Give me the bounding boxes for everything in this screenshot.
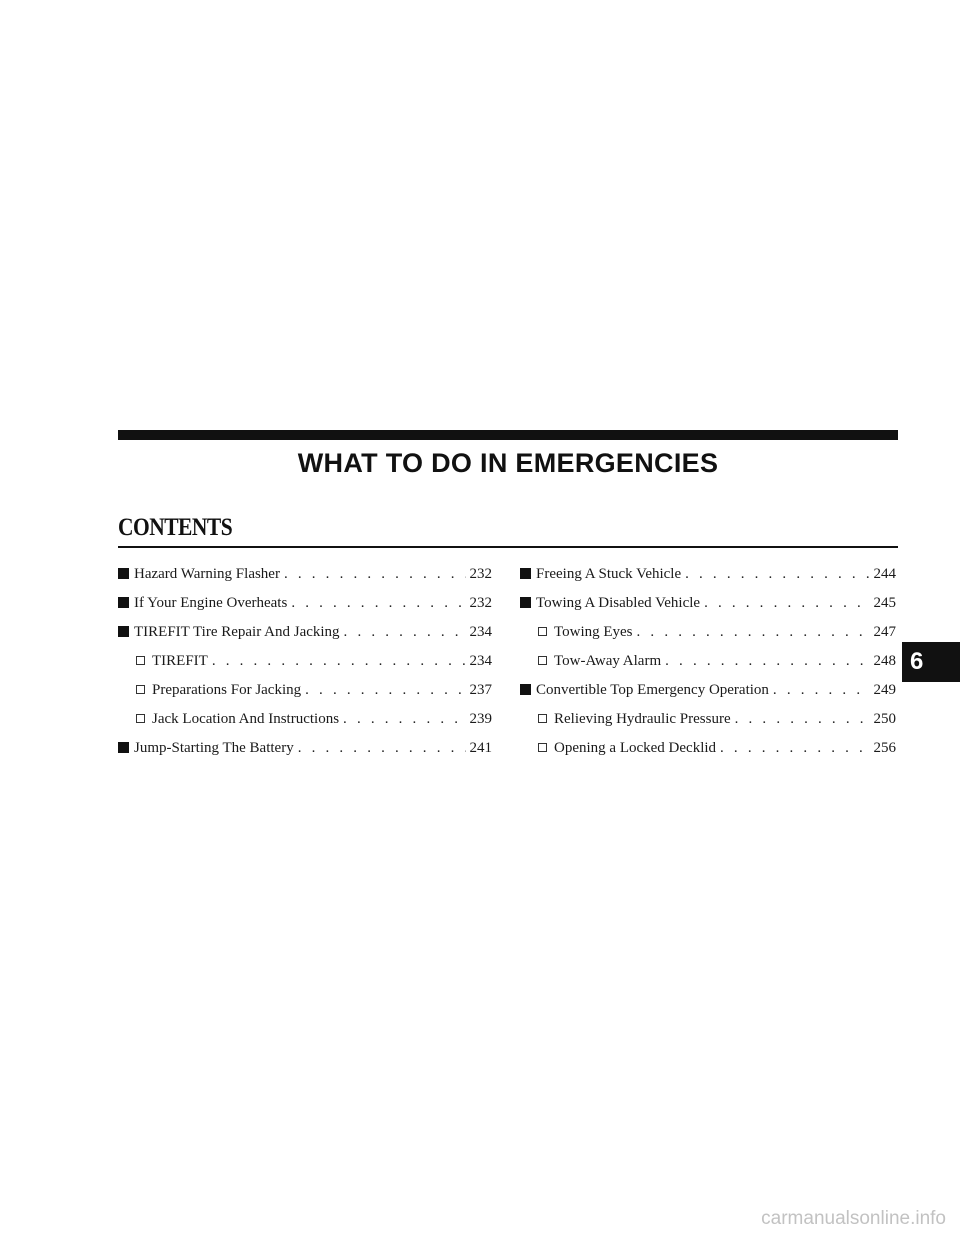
- toc-entry-label: TIREFIT Tire Repair And Jacking: [134, 624, 340, 640]
- toc-dot-leader: [665, 653, 869, 670]
- watermark: carmanualsonline.info: [761, 1208, 946, 1229]
- contents-rule: [118, 546, 898, 548]
- toc-entry[interactable]: [118, 595, 492, 621]
- contents-heading: CONTENTS: [118, 514, 233, 541]
- toc-dot-leader: [343, 711, 465, 728]
- toc-dot-leader: [685, 566, 869, 583]
- toc-entry[interactable]: [520, 711, 896, 737]
- filled-square-bullet-icon: [118, 595, 134, 612]
- hollow-square-bullet-icon: [538, 653, 554, 670]
- toc-entry[interactable]: [520, 595, 896, 621]
- toc-entry[interactable]: [118, 624, 492, 650]
- filled-square-bullet-icon: [520, 595, 536, 612]
- toc-entry-page: 256: [873, 740, 896, 756]
- toc-entry[interactable]: [520, 682, 896, 708]
- toc-entry-page: 232: [469, 595, 492, 611]
- toc-dot-leader: [735, 711, 870, 728]
- toc-entry[interactable]: [118, 653, 492, 679]
- toc-entry[interactable]: [520, 740, 896, 766]
- toc-entry-page: 248: [873, 653, 896, 669]
- toc-entry-page: 234: [469, 624, 492, 640]
- toc-entry-page: 234: [469, 653, 492, 669]
- toc-entry-page: 249: [873, 682, 896, 698]
- toc-entry[interactable]: [520, 566, 896, 592]
- toc-entry[interactable]: [118, 740, 492, 766]
- toc-entry-page: 237: [469, 682, 492, 698]
- toc-dot-leader: [284, 566, 466, 583]
- toc-dot-leader: [291, 595, 465, 612]
- toc-entry-label: Tow-Away Alarm: [554, 653, 662, 669]
- toc-entry-page: 247: [873, 624, 896, 640]
- toc-entry[interactable]: [118, 682, 492, 708]
- toc-entry-page: 241: [469, 740, 492, 756]
- filled-square-bullet-icon: [118, 566, 134, 583]
- chapter-top-rule: [118, 430, 898, 440]
- toc-entry-page: 245: [873, 595, 896, 611]
- toc-entry-label: Preparations For Jacking: [152, 682, 302, 698]
- hollow-square-bullet-icon: [538, 624, 554, 641]
- hollow-square-bullet-icon: [136, 711, 152, 728]
- hollow-square-bullet-icon: [136, 653, 152, 670]
- toc-dot-leader: [720, 740, 869, 757]
- hollow-square-bullet-icon: [538, 711, 554, 728]
- toc-entry-page: 239: [469, 711, 492, 727]
- toc-entry[interactable]: [520, 624, 896, 650]
- hollow-square-bullet-icon: [538, 740, 554, 757]
- toc-dot-leader: [344, 624, 466, 641]
- filled-square-bullet-icon: [520, 566, 536, 583]
- chapter-title: WHAT TO DO IN EMERGENCIES: [297, 448, 719, 478]
- filled-square-bullet-icon: [118, 740, 134, 757]
- toc-dot-leader: [212, 653, 466, 670]
- toc-entry-label: Opening a Locked Decklid: [554, 740, 717, 756]
- toc-dot-leader: [773, 682, 870, 699]
- toc-right-column: [520, 566, 896, 769]
- toc-entry-page: 244: [873, 566, 896, 582]
- toc-entry-label: Convertible Top Emergency Operation: [536, 682, 769, 698]
- toc-entry-page: 250: [873, 711, 896, 727]
- toc-entry-label: Relieving Hydraulic Pressure: [554, 711, 731, 727]
- toc-dot-leader: [704, 595, 869, 612]
- toc-entry-label: Towing Eyes: [554, 624, 633, 640]
- filled-square-bullet-icon: [118, 624, 134, 641]
- toc-entry-label: Jack Location And Instructions: [152, 711, 340, 727]
- filled-square-bullet-icon: [520, 682, 536, 699]
- toc-entry-label: Freeing A Stuck Vehicle: [536, 566, 682, 582]
- toc-entry-label: Towing A Disabled Vehicle: [536, 595, 701, 611]
- toc-dot-leader: [305, 682, 465, 699]
- toc-entry[interactable]: [520, 653, 896, 679]
- chapter-tab: 6: [902, 642, 960, 682]
- toc-entry-label: TIREFIT: [152, 653, 208, 669]
- toc-left-column: [118, 566, 492, 769]
- toc-entry[interactable]: [118, 711, 492, 737]
- hollow-square-bullet-icon: [136, 682, 152, 699]
- toc-dot-leader: [298, 740, 466, 757]
- toc-entry[interactable]: [118, 566, 492, 592]
- toc-entry-label: If Your Engine Overheats: [134, 595, 288, 611]
- toc-entry-label: Hazard Warning Flasher: [134, 566, 280, 582]
- toc-entry-page: 232: [469, 566, 492, 582]
- toc-entry-label: Jump-Starting The Battery: [134, 740, 294, 756]
- toc-dot-leader: [637, 624, 870, 641]
